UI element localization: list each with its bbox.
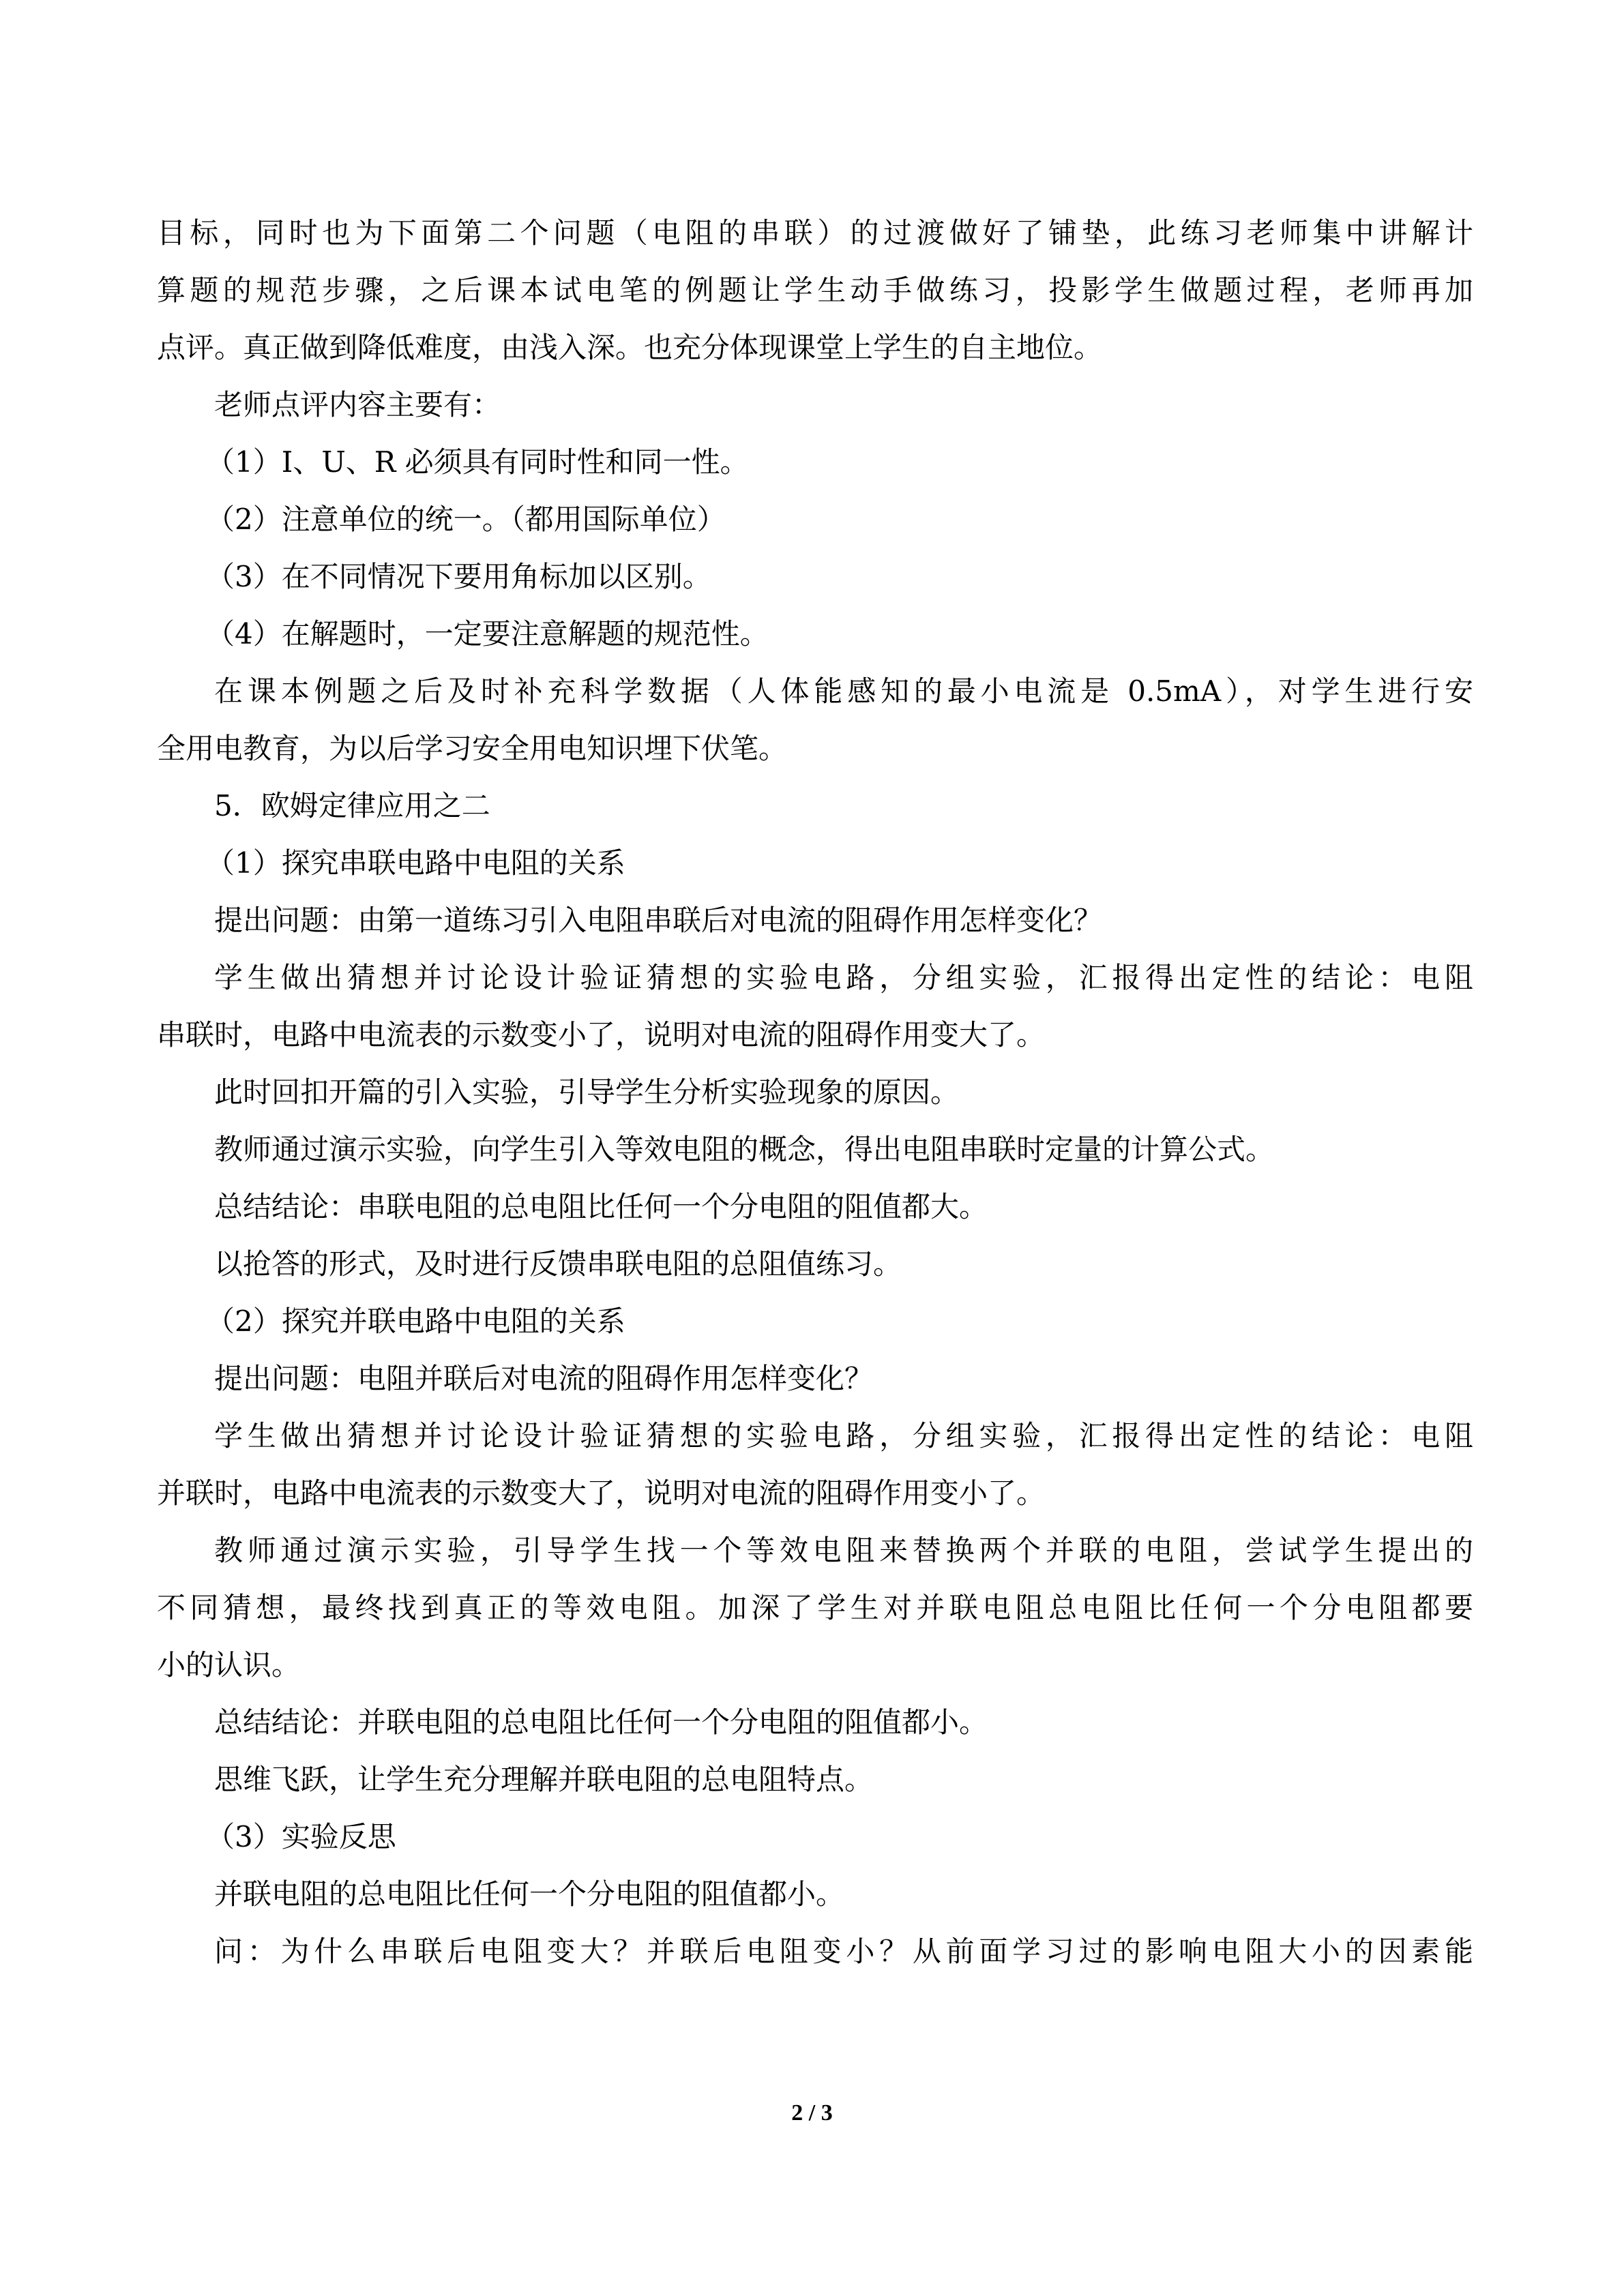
- text-line: （3）在不同情况下要用角标加以区别。: [206, 560, 711, 593]
- text-line: （2）探究并联电路中电阻的关系: [206, 1304, 625, 1338]
- text-line: 串联时，电路中电流表的示数变小了，说明对电流的阻碍作用变大了。: [157, 1018, 1046, 1052]
- text-line: 提出问题：由第一道练习引入电阻串联后对电流的阻碍作用怎样变化？: [214, 904, 1103, 937]
- text-line: 思维飞跃，让学生充分理解并联电阻的总电阻特点。: [214, 1763, 874, 1796]
- text-line: 点评。真正做到降低难度，由浅入深。也充分体现课堂上学生的自主地位。: [157, 331, 1103, 364]
- page-number: 2 / 3: [791, 2100, 833, 2126]
- text-line: 并联电阻的总电阻比任何一个分电阻的阻值都小。: [214, 1877, 845, 1911]
- text-line: 提出问题：电阻并联后对电流的阻碍作用怎样变化？: [214, 1362, 874, 1395]
- text-line: 学生做出猜想并讨论设计验证猜想的实验电路，分组实验，汇报得出定性的结论：电阻: [214, 961, 1473, 994]
- text-line: 5．欧姆定律应用之二: [214, 789, 490, 822]
- text-line: 不同猜想，最终找到真正的等效电阻。加深了学生对并联电阻总电阻比任何一个分电阻都要: [157, 1591, 1473, 1624]
- text-line: 问：为什么串联后电阻变大？并联后电阻变小？从前面学习过的影响电阻大小的因素能: [214, 1935, 1473, 1968]
- text-line: （3）实验反思: [206, 1820, 396, 1853]
- text-line: 老师点评内容主要有：: [214, 388, 501, 421]
- text-line: （1）I、U、R 必须具有同时性和同一性。: [206, 445, 749, 479]
- text-line: 以抢答的形式，及时进行反馈串联电阻的总阻值练习。: [214, 1247, 902, 1281]
- text-line: 算题的规范步骤，之后课本试电笔的例题让学生动手做练习，投影学生做题过程，老师再加: [157, 273, 1473, 307]
- text-line: 并联时，电路中电流表的示数变大了，说明对电流的阻碍作用变小了。: [157, 1476, 1046, 1510]
- text-line: 目标，同时也为下面第二个问题（电阻的串联）的过渡做好了铺垫，此练习老师集中讲解计: [157, 216, 1473, 250]
- text-line: 总结结论：并联电阻的总电阻比任何一个分电阻的阻值都小。: [214, 1705, 988, 1739]
- text-line: 学生做出猜想并讨论设计验证猜想的实验电路，分组实验，汇报得出定性的结论：电阻: [214, 1419, 1473, 1452]
- text-line: 小的认识。: [157, 1648, 301, 1682]
- body-text: [157, 205, 1473, 1980]
- text-line: （4）在解题时，一定要注意解题的规范性。: [206, 617, 769, 651]
- text-line: （1）探究串联电路中电阻的关系: [206, 846, 625, 880]
- text-line: 总结结论：串联电阻的总电阻比任何一个分电阻的阻值都大。: [214, 1190, 988, 1223]
- text-line: 在课本例题之后及时补充科学数据（人体能感知的最小电流是 0.5mA），对学生进行安: [214, 674, 1473, 708]
- text-line: 全用电教育，为以后学习安全用电知识埋下伏笔。: [157, 732, 788, 765]
- text-line: （2）注意单位的统一。（都用国际单位）: [206, 503, 726, 536]
- text-line: 教师通过演示实验，向学生引入等效电阻的概念，得出电阻串联时定量的计算公式。: [214, 1133, 1275, 1166]
- text-line: 此时回扣开篇的引入实验，引导学生分析实验现象的原因。: [214, 1075, 960, 1109]
- text-line: 教师通过演示实验，引导学生找一个等效电阻来替换两个并联的电阻，尝试学生提出的: [214, 1534, 1473, 1567]
